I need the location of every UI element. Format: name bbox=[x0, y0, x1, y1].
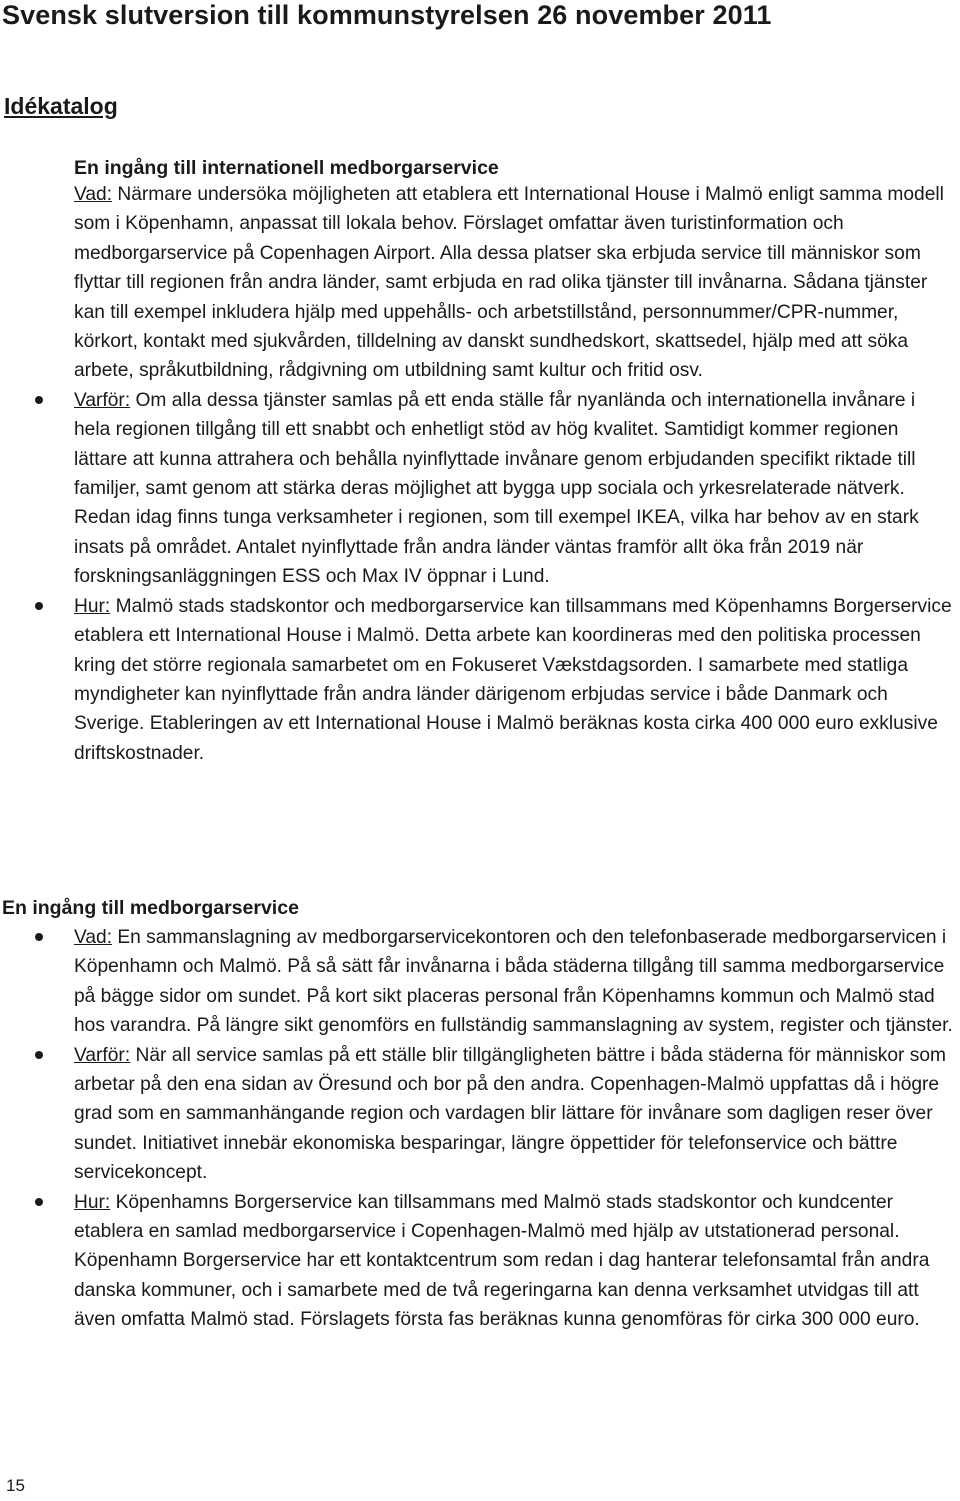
proposal-list bbox=[0, 180, 960, 768]
bullet-icon bbox=[35, 1198, 43, 1206]
section-heading: En ingång till medborgarservice bbox=[2, 897, 299, 919]
proposal-list bbox=[0, 923, 960, 1335]
item-text: Närmare undersöka möjligheten att etablera ett International House i Malmö enligt samma modell som i Köpenhamn, anpassat till lokala behov. Förslaget omfattar även turistinformation och medborgarservice på Copenhagen Airport. Alla dessa platser ska erbjuda service till människor som flyttar till regionen från andra länder, samt erbjuda en rad olika tjänster till invånarna. Sådana tjänster kan till exempel inkludera hjälp med uppehålls- och arbetstillstånd, personnummer/CPR-nummer, körkort, kontakt med sjukvården, tilldelning av danskt sundhedskort, skattsedel, hjälp med att söka arbete, språkutbildning, rådgivning om utbildning samt kultur och fritid osv. bbox=[74, 184, 944, 382]
item-label: Varför: bbox=[74, 389, 131, 411]
page-number: 15 bbox=[6, 1476, 25, 1495]
paragraph bbox=[74, 1041, 956, 1188]
item-text: När all service samlas på ett ställe blir tillgängligheten bättre i båda städerna för människor som arbetar på den ena sidan av Öresund och bor på den andra. Copenhagen-Malmö uppfattas då i högre grad som en sammanhängande region och vardagen blir lättare för invånare som dagligen reser över sundet. Initiativet innebär ekonomiska besparingar, längre öppettider för telefonservice och bättre servicekoncept. bbox=[74, 1044, 947, 1184]
paragraph bbox=[74, 923, 956, 1041]
list-item bbox=[0, 592, 960, 768]
bullet-icon bbox=[35, 1051, 43, 1059]
bullet-icon bbox=[35, 602, 43, 610]
list-item bbox=[0, 386, 960, 592]
item-label: Varför: bbox=[74, 1044, 131, 1066]
item-text: Om alla dessa tjänster samlas på ett enda ställe får nyanlända och internationella invånare i hela regionen tillgång till ett snabbt och enhetligt stöd av hög kvalitet. Samtidigt kommer regionen lättare att kunna attrahera och behålla nyinflyttade invånare genom erbjudanden specifikt riktade till familjer, samt genom att stärka deras möjlighet att bygga upp sociala och yrkesrelaterade nätverk. Redan idag finns tunga verksamheter i regionen, som till exempel IKEA, vilka har behov av en stark insats på området. Antalet nyinflyttade från andra länder väntas framför allt öka från 2019 när forskningsanläggningen ESS och Max IV öppnar i Lund. bbox=[74, 389, 919, 588]
paragraph bbox=[74, 1188, 956, 1335]
section-international-citizen-service bbox=[0, 156, 960, 768]
item-label: Vad: bbox=[74, 927, 113, 948]
list-item bbox=[0, 1041, 960, 1188]
bullet-icon bbox=[35, 396, 43, 404]
list-item bbox=[0, 1188, 960, 1335]
paragraph bbox=[74, 386, 956, 592]
item-label: Hur: bbox=[74, 595, 111, 617]
item-label: Vad: bbox=[74, 184, 113, 205]
item-text: Malmö stads stadskontor och medborgarservice kan tillsammans med Köpenhamns Borgerservice etablera ett International House i Malmö. Detta arbete kan koordineras med den politiska processen kring det större regionala samarbetet om en Fokuseret Vækstdagsorden. I samarbete med statliga myndigheter kan nyinflyttade från andra länder därigenom erbjudas service i både Danmark och Sverige. Etableringen av ett International House i Malmö beräknas kosta cirka 400 000 euro exklusive driftskostnader. bbox=[74, 595, 952, 764]
section-citizen-service bbox=[0, 896, 960, 1335]
document-title: Svensk slutversion till kommunstyrelsen 26 november 2011 bbox=[2, 0, 772, 30]
section-heading: En ingång till internationell medborgarservice bbox=[74, 157, 499, 179]
list-item bbox=[0, 180, 960, 386]
paragraph bbox=[74, 180, 956, 386]
item-text: En sammanslagning av medborgarservicekontoren och den telefonbaserade medborgarservicen i Köpenhamn och Malmö. På så sätt får invånarna i båda städerna tillgång till samma medborgarservice på bägge sidor om sundet. På kort sikt placeras personal från Köpenhamns kommun och Malmö stad hos varandra. På längre sikt genomförs en fullständig sammanslagning av system, register och tjänster. bbox=[74, 927, 953, 1037]
item-label: Hur: bbox=[74, 1191, 111, 1213]
bullet-icon bbox=[35, 933, 43, 941]
list-item bbox=[0, 923, 960, 1041]
item-text: Köpenhamns Borgerservice kan tillsammans med Malmö stads stadskontor och kundcenter etablera en samlad medborgarservice i Copenhagen-Malmö med hjälp av utstationerad personal. Köpenhamn Borgerservice har ett kontaktcentrum som redan i dag hanterar telefonsamtal från andra danska kommuner, och i samarbete med de två regeringarna kan denna verksamhet utvidgas till att även omfatta Malmö stad. Förslagets första fas beräknas kunna genomföras för cirka 300 000 euro. bbox=[74, 1191, 930, 1331]
catalog-heading: Idékatalog bbox=[4, 93, 118, 119]
paragraph bbox=[74, 592, 956, 768]
